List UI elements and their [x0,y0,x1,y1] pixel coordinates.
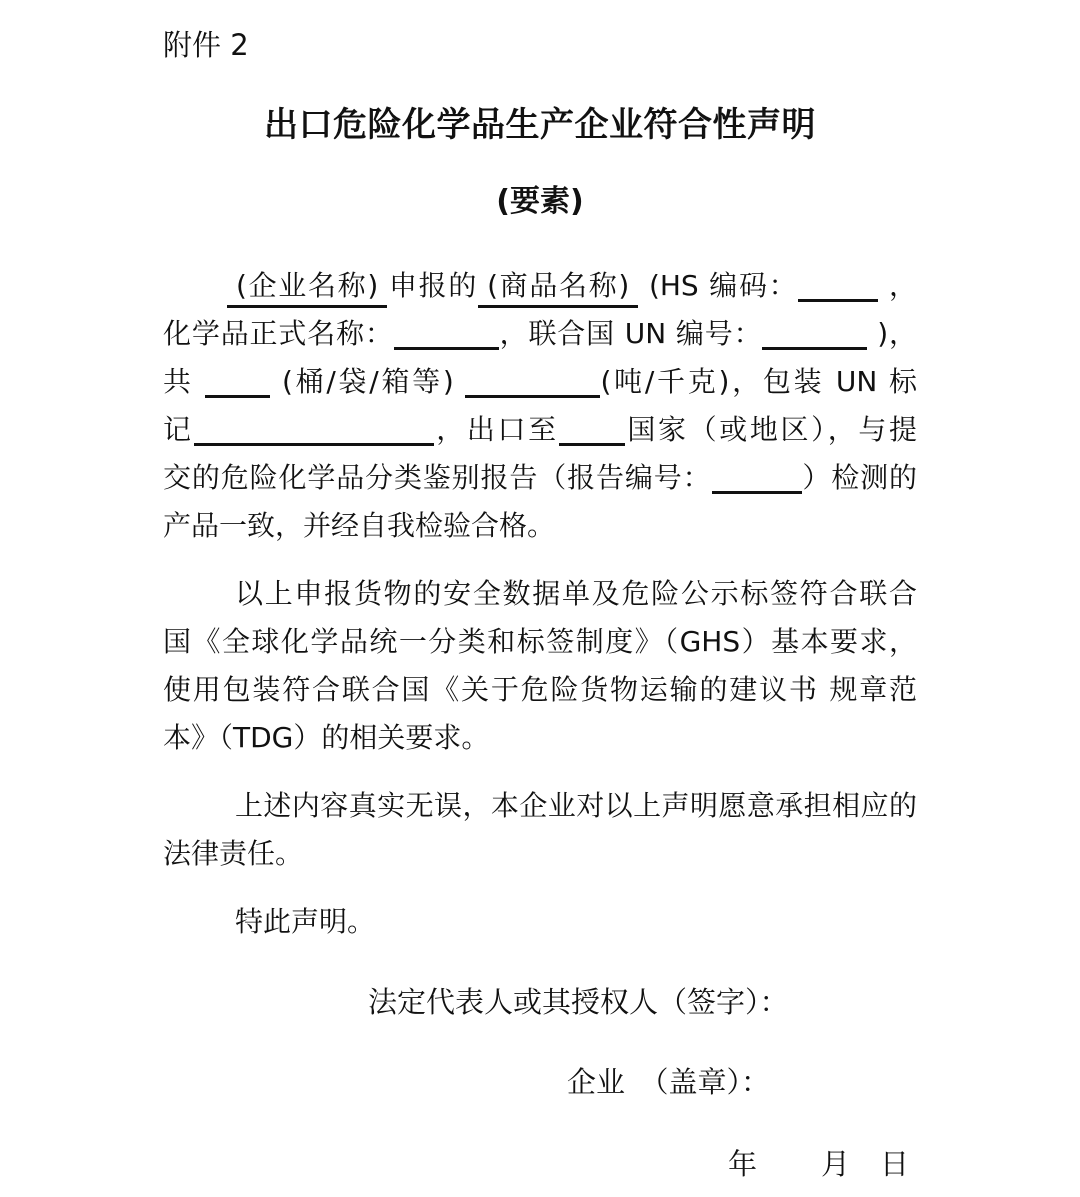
paragraph-ghs-tdg [163,570,917,762]
text-segment: 法律责任。 [163,837,304,870]
seal-line [163,1058,917,1106]
p1-line-5 [163,454,917,502]
text-segment: ，联合国 UN 编号： [498,317,763,350]
date-month-label: 月 [821,1147,851,1181]
company-name-field: (企业名称) [227,269,387,308]
hs-code-blank [798,273,878,302]
un-mark-blank [194,417,434,446]
chemical-name-blank [394,321,499,350]
document-subtitle: (要素) [496,184,584,219]
signature-label: 法定代表人或其授权人（签字）： [368,985,789,1019]
text-segment: 本》（TDG）的相关要求。 [163,721,490,754]
date-day-label: 日 [880,1147,910,1181]
un-number-blank [762,321,867,350]
text-segment: ，出口至 [433,413,559,446]
text-segment: (HS 编码： [648,269,799,302]
text-segment: (桶/袋/箱等) [282,365,454,398]
p1-line-1 [163,262,917,310]
p3-line-1 [163,782,917,830]
signature-line [163,978,917,1026]
p3-line-2 [163,830,917,878]
document-content [163,0,917,1188]
text-segment: )， [877,317,917,350]
paragraph-closing [163,898,917,946]
p2-line-1 [163,570,917,618]
text-segment: 申报的 [387,269,479,302]
closing-statement: 特此声明。 [235,905,376,938]
text-segment: 化学品正式名称： [163,317,394,350]
attachment-label: 附件 2 [163,28,249,62]
product-name-field: (商品名称) [478,269,638,308]
p2-line-2 [163,618,917,666]
paragraph-liability [163,782,917,878]
p1-line-6 [163,502,917,550]
p1-line-2 [163,310,917,358]
paragraph-declaration [163,262,917,550]
text-segment: 交的危险化学品分类鉴别报告（报告编号： [163,461,712,494]
text-segment: 记 [163,413,194,446]
text-segment: 共 [163,365,194,398]
text-segment: 使用包装符合联合国《关于危险货物运输的建议书 规章范 [163,673,917,706]
text-segment: 以上申报货物的安全数据单及危险公示标签符合联合 [235,577,917,610]
text-segment: 国《全球化学品统一分类和标签制度》（GHS）基本要求， [163,625,917,658]
seal-label: 企业 （盖章）： [567,1065,771,1099]
text-segment: 国家（或地区），与提 [624,413,917,446]
closing-line [163,898,917,946]
text-segment: ， [888,269,917,302]
text-segment: 上述内容真实无误，本企业对以上声明愿意承担相应的 [235,789,917,822]
date-line [163,1140,917,1188]
weight-blank [465,369,600,398]
p2-line-4 [163,714,917,762]
text-segment: 产品一致，并经自我检验合格。 [163,509,556,542]
text-segment: ）检测的 [801,461,917,494]
quantity-blank [205,369,270,398]
report-number-blank [712,465,802,494]
date-year-label: 年 [728,1147,758,1181]
p2-line-3 [163,666,917,714]
text-segment: (吨/千克)，包装 UN 标 [600,365,917,398]
p1-line-4 [163,406,917,454]
document-title: 出口危险化学品生产企业符合性声明 [264,105,816,145]
destination-blank [559,417,625,446]
p1-line-3 [163,358,917,406]
